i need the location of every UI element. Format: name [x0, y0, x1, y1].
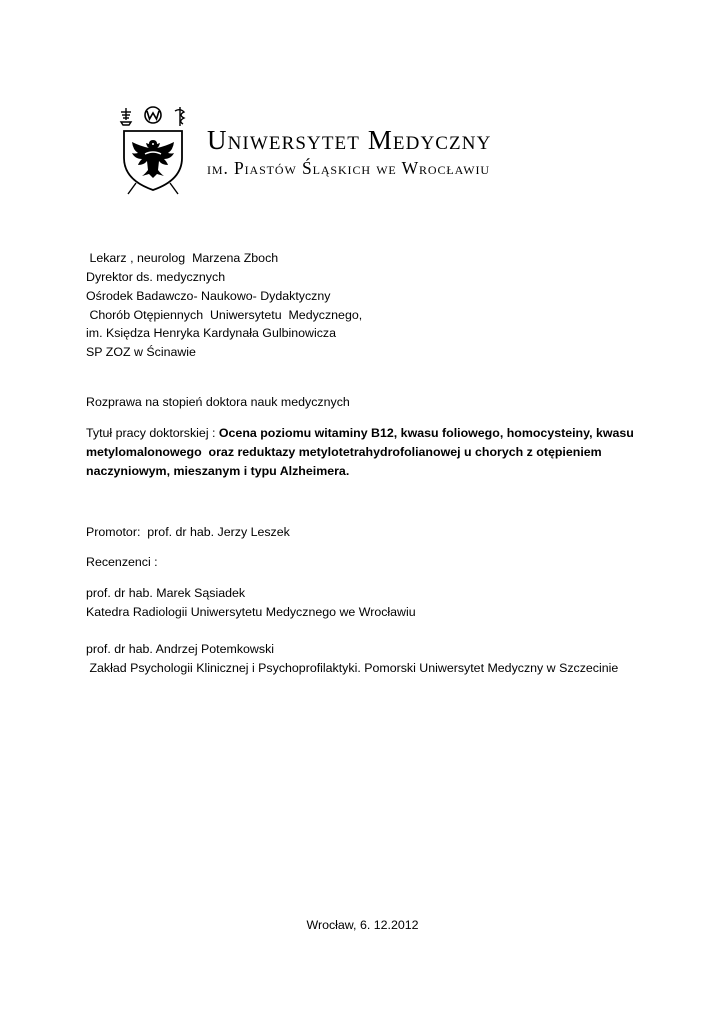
reviewer-affiliation: Zakład Psychologii Klinicznej i Psychoprofilaktyki. Pomorski Uniwersytet Medyczny w Szczecinie	[86, 661, 619, 675]
reviewer-name: prof. dr hab. Marek Sąsiadek	[86, 586, 246, 600]
author-line: Dyrektor ds. medycznych	[86, 270, 226, 284]
reviewer-affiliation: Katedra Radiologii Uniwersytetu Medycznego we Wrocławiu	[86, 605, 416, 619]
dissertation-title-line3: naczyniowym, mieszanym i typu Alzheimera.	[86, 464, 350, 478]
university-name: Uniwersytet Medyczny	[207, 125, 492, 155]
reviewer-name: prof. dr hab. Andrzej Potemkowski	[86, 642, 275, 656]
university-subtitle: im. Piastów Śląskich we Wrocławiu	[207, 158, 490, 178]
author-line: Chorób Otępiennych Uniwersytetu Medycznego,	[86, 308, 363, 322]
author-line: Ośrodek Badawczo- Naukowo- Dydaktyczny	[86, 289, 331, 303]
dissertation-title-line1	[86, 426, 706, 441]
place-date: Wrocław, 6. 12.2012	[306, 918, 419, 932]
author-line: im. Księdza Henryka Kardynała Gulbinowicza	[86, 326, 336, 340]
reviewers-label: Recenzenci :	[86, 555, 158, 569]
author-line: Lekarz , neurolog Marzena Zboch	[86, 251, 279, 265]
university-crest-icon	[118, 104, 188, 196]
author-line: SP ZOZ w Ścinawie	[86, 345, 196, 359]
title-text: Ocena poziomu witaminy B12, kwasu foliowego, homocysteiny, kwasu	[218, 426, 634, 440]
title-label: Tytuł pracy doktorskiej :	[86, 426, 219, 440]
dissertation-title-line2: metylomalonowego oraz reduktazy metylotetrahydrofolianowej u chorych z otępieniem	[86, 445, 602, 459]
dissertation-type: Rozprawa na stopień doktora nauk medycznych	[86, 395, 350, 409]
promotor: Promotor: prof. dr hab. Jerzy Leszek	[86, 525, 290, 539]
